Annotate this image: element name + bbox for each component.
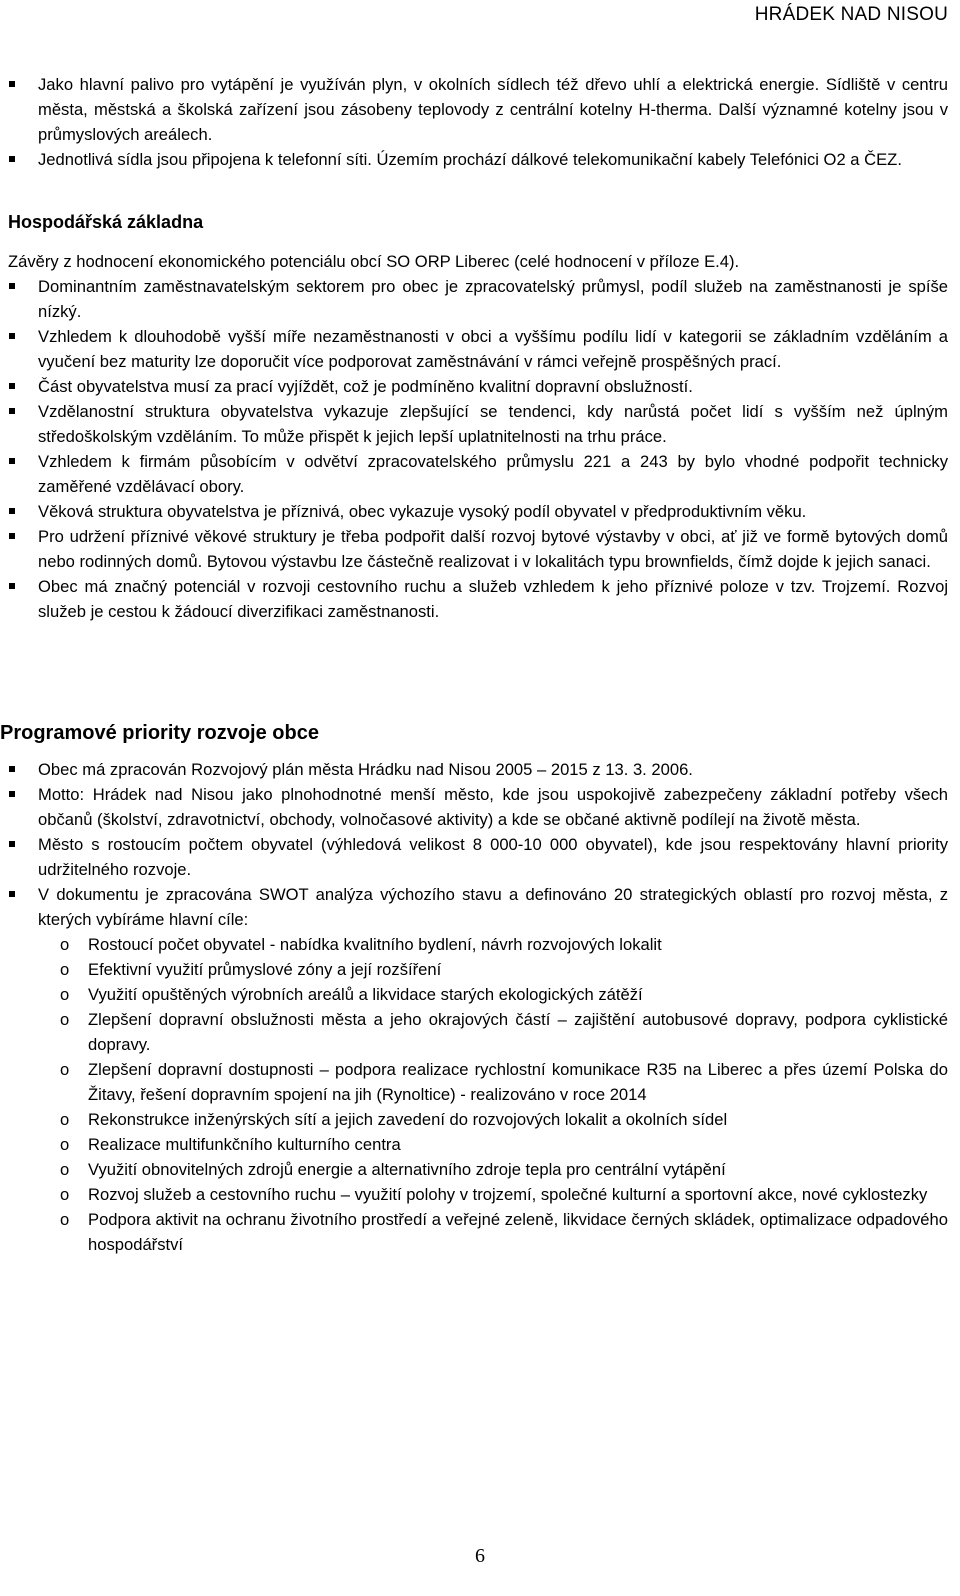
list-item-text: V dokumentu je zpracována SWOT analýza výchozího stavu a definováno 20 strategických oblastí pro rozvoj města, z kterých vybíráme hlavní cíle:: [38, 885, 948, 929]
goal-item: o Podpora aktivit na ochranu životního prostředí a veřejné zeleně, likvidace černých skládek, optimalizace odpadového hospodářství: [8, 1207, 948, 1257]
goal-item: o Rekonstrukce inženýrských sítí a jejich zavedení do rozvojových lokalit a okolních sídel: [8, 1107, 948, 1132]
list-item: Dominantním zaměstnavatelským sektorem pro obec je zpracovatelský průmysl, podíl služeb na zaměstnanosti je spíše nízký.: [8, 274, 948, 324]
page-number: 6: [475, 1545, 485, 1567]
list-item: Jako hlavní palivo pro vytápění je využíván plyn, v okolních sídlech též dřevo uhlí a elektrická energie. Sídliště v centru města, městská a školská zařízení jsou zásobeny teplovody z centrální kotelny H-therma. Další významné kotelny jsou v průmyslových areálech.: [8, 72, 948, 147]
goal-item: o Efektivní využití průmyslové zóny a její rozšíření: [8, 957, 948, 982]
bullet-list: [8, 274, 948, 624]
list-item: Část obyvatelstva musí za prací vyjíždět, což je podmíněno kvalitní dopravní obslužností.: [8, 374, 948, 399]
section-heading: Programové priority rozvoje obce: [0, 722, 319, 744]
page-header: HRÁDEK NAD NISOU: [754, 4, 948, 25]
bullet-list: [8, 72, 948, 172]
goal-item: o Rostoucí počet obyvatel - nabídka kvalitního bydlení, návrh rozvojových lokalit: [8, 932, 948, 957]
goals-list: [8, 932, 948, 1257]
list-item: Město s rostoucím počtem obyvatel (výhledová velikost 8 000-10 000 obyvatel), kde jsou respektovány hlavní priority udržitelného rozvoje.: [8, 832, 948, 882]
section-heading: Hospodářská základna: [8, 212, 204, 232]
goal-item: o Realizace multifunkčního kulturního centra: [8, 1132, 948, 1157]
economy-section: [8, 205, 948, 624]
list-item: Pro udržení příznivé věkové struktury je třeba podpořit další rozvoj bytové výstavby v obci, ať již ve formě bytových domů nebo rodinných domů. Bytovou výstavbu lze částečně realizovat i v lokalitách typu brownfields, čímž dojde k jejich sanaci.: [8, 524, 948, 574]
bullet-list: [8, 757, 948, 1257]
goal-item: o Využití opuštěných výrobních areálů a likvidace starých ekologických zátěží: [8, 982, 948, 1007]
list-item: Jednotlivá sídla jsou připojena k telefonní síti. Územím prochází dálkové telekomunikační kabely Telefónici O2 a ČEZ.: [8, 147, 948, 172]
list-item: Obec má zpracován Rozvojový plán města Hrádku nad Nisou 2005 – 2015 z 13. 3. 2006.: [8, 757, 948, 782]
goal-item: o Zlepšení dopravní obslužnosti města a jeho okrajových částí – zajištění autobusové dopravy, podpora cyklistické dopravy.: [8, 1007, 948, 1057]
list-item: [8, 882, 948, 1257]
list-item: Vzdělanostní struktura obyvatelstva vykazuje zlepšující se tendenci, kdy narůstá počet lidí s vyšším než úplným středoškolským vzděláním. To může přispět k jejich lepší uplatnitelnosti na trhu práce.: [8, 399, 948, 449]
list-item: Věková struktura obyvatelstva je příznivá, obec vykazuje vysoký podíl obyvatel v předproduktivním věku.: [8, 499, 948, 524]
list-item: Vzhledem k firmám působícím v odvětví zpracovatelského průmyslu 221 a 243 by bylo vhodné podpořit technicky zaměřené vzdělávací obory.: [8, 449, 948, 499]
priorities-section: [8, 757, 948, 1257]
utilities-section: [8, 72, 948, 172]
goal-item: o Rozvoj služeb a cestovního ruchu – využití polohy v trojzemí, společné kulturní a sportovní akce, nové cyklostezky: [8, 1182, 948, 1207]
intro-paragraph: Závěry z hodnocení ekonomického potenciálu obcí SO ORP Liberec (celé hodnocení v příloze E.4).: [8, 252, 740, 271]
list-item: Vzhledem k dlouhodobě vyšší míře nezaměstnanosti v obci a vyššímu podílu lidí v kategorii se základním vzděláním a vyučení bez maturity lze doporučit více podporovat zaměstnávání v rámci veřejně prospěšných prací.: [8, 324, 948, 374]
goal-item: o Zlepšení dopravní dostupnosti – podpora realizace rychlostní komunikace R35 na Liberec a přes území Polska do Žitavy, řešení dopravním spojení na jih (Rynoltice) - realizováno v roce 2014: [8, 1057, 948, 1107]
list-item: Obec má značný potenciál v rozvoji cestovního ruchu a služeb vzhledem k jeho příznivé poloze v tzv. Trojzemí. Rozvoj služeb je cestou k žádoucí diverzifikaci zaměstnanosti.: [8, 574, 948, 624]
list-item: Motto: Hrádek nad Nisou jako plnohodnotné menší město, kde jsou uspokojivě zabezpečeny základní potřeby všech občanů (školství, zdravotnictví, obchody, volnočasové aktivity) a kde se občané aktivně podílejí na životě města.: [8, 782, 948, 832]
goal-item: o Využití obnovitelných zdrojů energie a alternativního zdroje tepla pro centrální vytápění: [8, 1157, 948, 1182]
